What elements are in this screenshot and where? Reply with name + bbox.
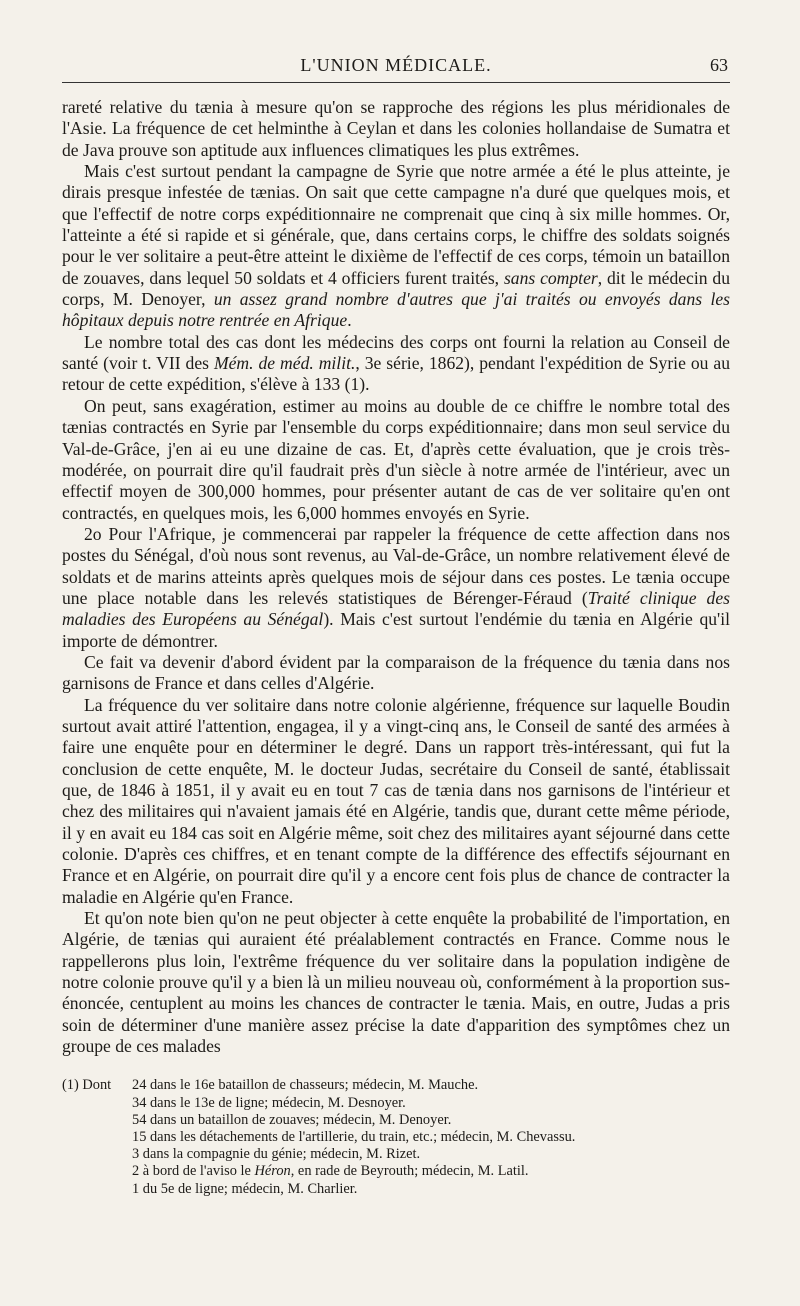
text-run: Et qu'on note bien qu'on ne peut objecter à cette enquête la probabilité de l'importation, en Algérie, de tænias qui auraient été préalablement contractés en France. Comme nous le rappellerons plus loin, l'extrême fréquence du ver solitaire dans la population indigène de notre colonie prouve qu'il y a bien là un milieu nouveau où, conformément à la proportion sus-énoncée, centuplent au moins les chances de contracter le tænia. Mais, en outre, Judas a pris soin de déterminer d'une manière assez précise la date d'apparition des symptômes chez un groupe de ces malades	[62, 908, 730, 1057]
text-run: Ce fait va devenir d'abord évident par la comparaison de la fréquence du tænia dans nos garnisons de France et dans celles d'Algérie.	[62, 651, 730, 694]
page-number: 63	[710, 55, 728, 75]
text-run: , 3e série, 1862), pendant l'expédition de Syrie ou au retour de cette expédition, s'élève à 133 (1).	[62, 353, 730, 395]
text-run: , dit le médecin du corps, M. Denoyer,	[62, 267, 730, 310]
text-run: 15 dans les détachements de l'artillerie, du train, etc.; médecin, M. Chevassu.	[132, 1129, 576, 1146]
text-run: rareté relative du tænia à mesure qu'on se rapproche des régions les plus méridionales de l'Asie. La fréquence de cet helminthe à Ceylan et dans les colonies hollandaise de Sumatra et de Java prouve son aptitude aux influences climatiques les plus extrêmes.	[62, 97, 730, 160]
footnote-line	[62, 1163, 730, 1180]
text-run: 3 dans la compagnie du génie; médecin, M. Rizet.	[132, 1146, 421, 1163]
footnote-marker: (1) Dont	[62, 1077, 112, 1094]
footnote-line	[62, 1095, 730, 1112]
journal-title: L'UNION MÉDICALE.	[300, 55, 492, 75]
text-run: , en rade de Beyrouth; médecin, M. Latil.	[290, 1163, 529, 1180]
italic-text: Héron	[254, 1163, 291, 1180]
footnote-line	[62, 1112, 730, 1129]
footnote-line	[62, 1181, 730, 1198]
paragraph	[62, 161, 730, 332]
text-run: On peut, sans exagération, estimer au moins au double de ce chiffre le nombre total des tænias contractés en Syrie par l'ensemble du corps expéditionnaire; dans mon seul service du Val-de-Grâce, j'en ai eu une dizaine de cas. Et, d'après cette évaluation, que je crois très-modérée, on pourrait dire qu'il faudrait près d'un siècle à notre armée de l'intérieur, avec un effectif moyen de 300,000 hommes, pour présenter autant de cas de ver solitaire qu'en ont contractés, en quelques mois, les 6,000 hommes envoyés en Syrie.	[62, 395, 730, 523]
footnote-line	[62, 1129, 730, 1146]
paragraph	[62, 652, 730, 695]
text-run: 24 dans le 16e bataillon de chasseurs; médecin, M. Mauche.	[132, 1077, 479, 1094]
text-run: ). Mais c'est surtout l'endémie du tænia en Algérie qu'il importe de démontrer.	[62, 609, 730, 651]
italic-text: Mém. de méd. milit.	[213, 353, 356, 374]
text-run: La fréquence du ver solitaire dans notre colonie algérienne, fréquence sur laquelle Boudin surtout avait attiré l'attention, engagea, il y a vingt-cinq ans, le Conseil de santé des armées à faire une enquête pour en déterminer le degré. Dans un rapport très-intéressant, qui fut la conclusion de cette enquête, M. le docteur Judas, secrétaire du Conseil de santé, établissait que, de 1846 à 1851, il y avait eu en tout 7 cas de tænia dans nos garnisons de l'intérieur et chez des militaires qui n'avaient jamais été en Algérie, tandis que, durant cette même période, il y en avait eu 184 cas soit en Algérie même, soit chez des militaires ayant séjourné dans cette colonie. D'après ces chiffres, et en tenant compte de la différence des effectifs séjournant en France et en Algérie, on pourrait dire qu'il y a encore cent fois plus de chance de contracter la maladie en Algérie qu'en France.	[62, 694, 730, 907]
footnote-line	[62, 1146, 730, 1163]
footnotes	[62, 1077, 730, 1197]
paragraph	[62, 908, 730, 1057]
paragraph	[62, 97, 730, 161]
footnote-line	[62, 1077, 730, 1094]
text-run: 2 à bord de l'aviso le	[132, 1163, 255, 1180]
text-run: Le nombre total des cas dont les médecins des corps ont fourni la relation au Conseil de santé (voir t. VII des	[62, 331, 730, 374]
running-header	[62, 50, 730, 83]
paragraph	[62, 332, 730, 396]
italic-text: un assez grand nombre d'autres que j'ai traités ou envoyés dans les hôpitaux depuis notre rentrée en Afrique	[62, 289, 731, 331]
text-run: 54 dans un bataillon de zouaves; médecin, M. Denoyer.	[132, 1111, 452, 1128]
text-run: 34 dans le 13e de ligne; médecin, M. Desnoyer.	[132, 1094, 406, 1111]
text-run: .	[347, 310, 352, 331]
paragraph	[62, 396, 730, 524]
paragraph	[62, 524, 730, 652]
text-run: Mais c'est surtout pendant la campagne de Syrie que notre armée a été le plus atteinte, je dirais presque infestée de tænias. On sait que cette campagne n'a duré que quelques mois, et que l'effectif de notre corps expéditionnaire ne comprenait que cinq à six mille hommes. Or, l'atteinte a été si rapide et si générale, que, dans certains corps, le chiffre des soldats soignés pour le ver solitaire a peut-être atteint le dixième de l'effectif de ces corps, témoin un bataillon de zouaves, dans lequel 50 soldats et 4 officiers furent traités,	[62, 161, 730, 288]
italic-text: sans compter	[503, 267, 598, 288]
text-run: 1 du 5e de ligne; médecin, M. Charlier.	[132, 1180, 358, 1197]
text-run: 2o Pour l'Afrique, je commencerai par rappeler la fréquence de cette affection dans nos postes du Sénégal, d'où nous sont revenus, au Val-de-Grâce, un nombre relativement élevé de soldats et de marins atteints après quelques mois de séjour dans ces postes. Le tænia occupe une place notable dans les relevés statistiques de Bérenger-Féraud (	[62, 523, 730, 608]
document-page	[62, 50, 730, 1198]
italic-text: Traité clinique des maladies des Européens au Sénégal	[62, 587, 730, 630]
body-text	[62, 97, 730, 1057]
paragraph	[62, 695, 730, 908]
